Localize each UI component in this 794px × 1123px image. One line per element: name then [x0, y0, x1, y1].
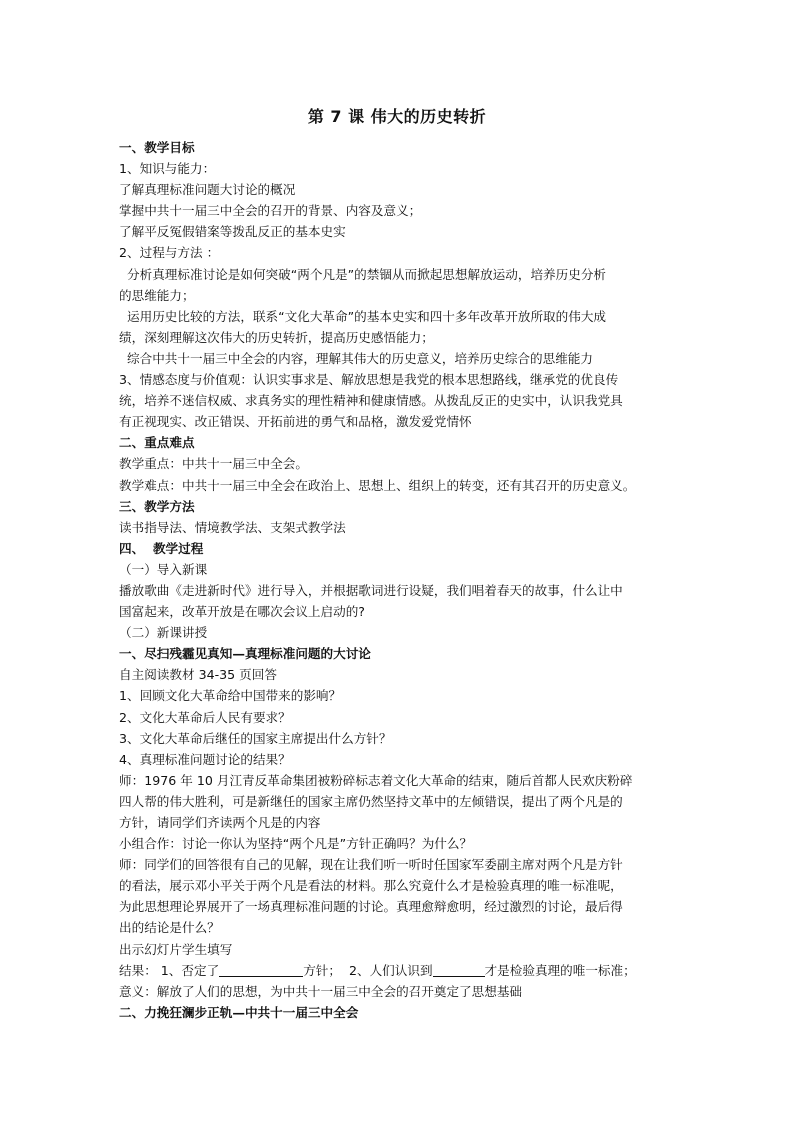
- fill-blank: [433, 962, 485, 977]
- slide-instruction: 出示幻灯片学生填写: [119, 941, 233, 957]
- difficult-point: 教学难点：中共十一届三中全会在政治上、思想上、组织上的转变，还有其召开的历史意义。: [119, 477, 636, 493]
- paragraph-line: 师：同学们的回答很有自己的见解，现在让我们听一听时任国家军委副主席对两个凡是方针: [119, 857, 623, 873]
- key-point: 教学重点：中共十一届三中全会。: [119, 456, 308, 472]
- subsection-lecture-label: （二）新课讲授: [119, 625, 208, 641]
- group-discussion: 小组合作：讨论一你认为坚持“两个凡是”方针正确吗？为什么？: [119, 836, 473, 852]
- paragraph-line: 的看法，展示邓小平关于两个凡是看法的材料。那么究竟什么才是检验真理的唯一标准呢，: [119, 878, 623, 894]
- objective-item: 了解真理标准问题大讨论的概况: [119, 182, 296, 198]
- paragraph-line: 绩，深刻理解这次伟大的历史转折，提高历史感悟能力；: [119, 329, 434, 345]
- paragraph-line: 四人帮的伟大胜利，可是新继任的国家主席仍然坚持文革中的左倾错误，提出了两个凡是的: [119, 793, 623, 809]
- result-text: 结果： 1、否定了: [119, 962, 220, 978]
- paragraph-line: 分析真理标准讨论是如何突破“两个凡是”的禁锢从而掀起思想解放运动，培养历史分析: [119, 266, 607, 282]
- question-item: 4、真理标准问题讨论的结果？: [119, 751, 291, 767]
- paragraph-line: 的思维能力；: [119, 287, 195, 303]
- paragraph-line: 为此思想理论界展开了一场真理标准问题的讨论。真理愈辩愈明，经过激烈的讨论，最后得: [119, 899, 623, 915]
- result-line: [119, 960, 681, 981]
- paragraph-line: 运用历史比较的方法，联系“文化大革命”的基本史实和四十多年改革开放所取的伟大成: [119, 308, 607, 324]
- lesson-title: 第 7 课 伟大的历史转折: [307, 107, 487, 126]
- paragraph-line: 播放歌曲《走进新时代》进行导入，并根据歌词进行设疑，我们唱着春天的故事，什么让中: [119, 582, 623, 598]
- part-heading-truth-debate: 一、尽扫残霾见真知—真理标准问题的大讨论: [119, 646, 371, 662]
- question-item: 2、文化大革命后人民有要求？: [119, 709, 291, 725]
- meaning-line: 意义：解放了人们的思想，为中共十一届三中全会的召开奠定了思想基础: [119, 983, 522, 999]
- reading-instruction: 自主阅读教材 34-35 页回答: [119, 667, 277, 683]
- paragraph-line: 3、情感态度与价值观：认识实事求是、解放思想是我党的根本思想路线，继承党的优良传: [119, 372, 619, 388]
- result-text: 方针； 2、人们认识到: [303, 962, 433, 978]
- subsection-intro-label: （一）导入新课: [119, 561, 208, 577]
- section-heading-objectives: 一、教学目标: [119, 140, 195, 155]
- paragraph-line: 师：1976 年 10 月江青反革命集团被粉碎标志着文化大革命的结束，随后首都人民欢庆粉碎: [119, 772, 633, 788]
- objective-item: 了解平反冤假错案等拨乱反正的基本史实: [119, 224, 346, 240]
- part-heading-third-plenum: 二、力挽狂澜步正轨—中共十一届三中全会: [119, 1004, 359, 1020]
- result-text: 才是检验真理的唯一标准；: [484, 962, 636, 978]
- paragraph-line: 综合中共十一届三中全会的内容，理解其伟大的历史意义，培养历史综合的思维能力: [119, 350, 593, 366]
- paragraph-line: 方针，请同学们齐读两个凡是的内容: [119, 815, 321, 830]
- document-body: [119, 137, 681, 1023]
- section-heading-key-points: 二、重点难点: [119, 435, 195, 451]
- methods-text: 读书指导法、情境教学法、支架式教学法: [119, 519, 346, 535]
- objective-knowledge-label: 1、知识与能力：: [119, 161, 216, 177]
- objective-process-label: 2、过程与方法 ：: [119, 245, 220, 261]
- section-heading-process: 四、 教学过程: [119, 540, 204, 556]
- paragraph-line: 有正视现实、改正错误、开拓前进的勇气和品格，激发爱党情怀: [119, 414, 472, 430]
- paragraph-line: 出的结论是什么？: [119, 920, 220, 936]
- fill-blank: [219, 962, 303, 977]
- question-item: 1、回顾文化大革命给中国带来的影响？: [119, 688, 342, 704]
- paragraph-line: 国富起来，改革开放是在哪次会议上启动的?: [119, 604, 365, 620]
- question-item: 3、文化大革命后继任的国家主席提出什么方针？: [119, 730, 392, 746]
- objective-item: 掌握中共十一届三中全会的召开的背景、内容及意义；: [119, 203, 422, 219]
- paragraph-line: 统，培养不迷信权威、求真务实的理性精神和健康情感。从拨乱反正的史实中，认识我党具: [119, 393, 623, 409]
- section-heading-methods: 三、教学方法: [119, 498, 195, 514]
